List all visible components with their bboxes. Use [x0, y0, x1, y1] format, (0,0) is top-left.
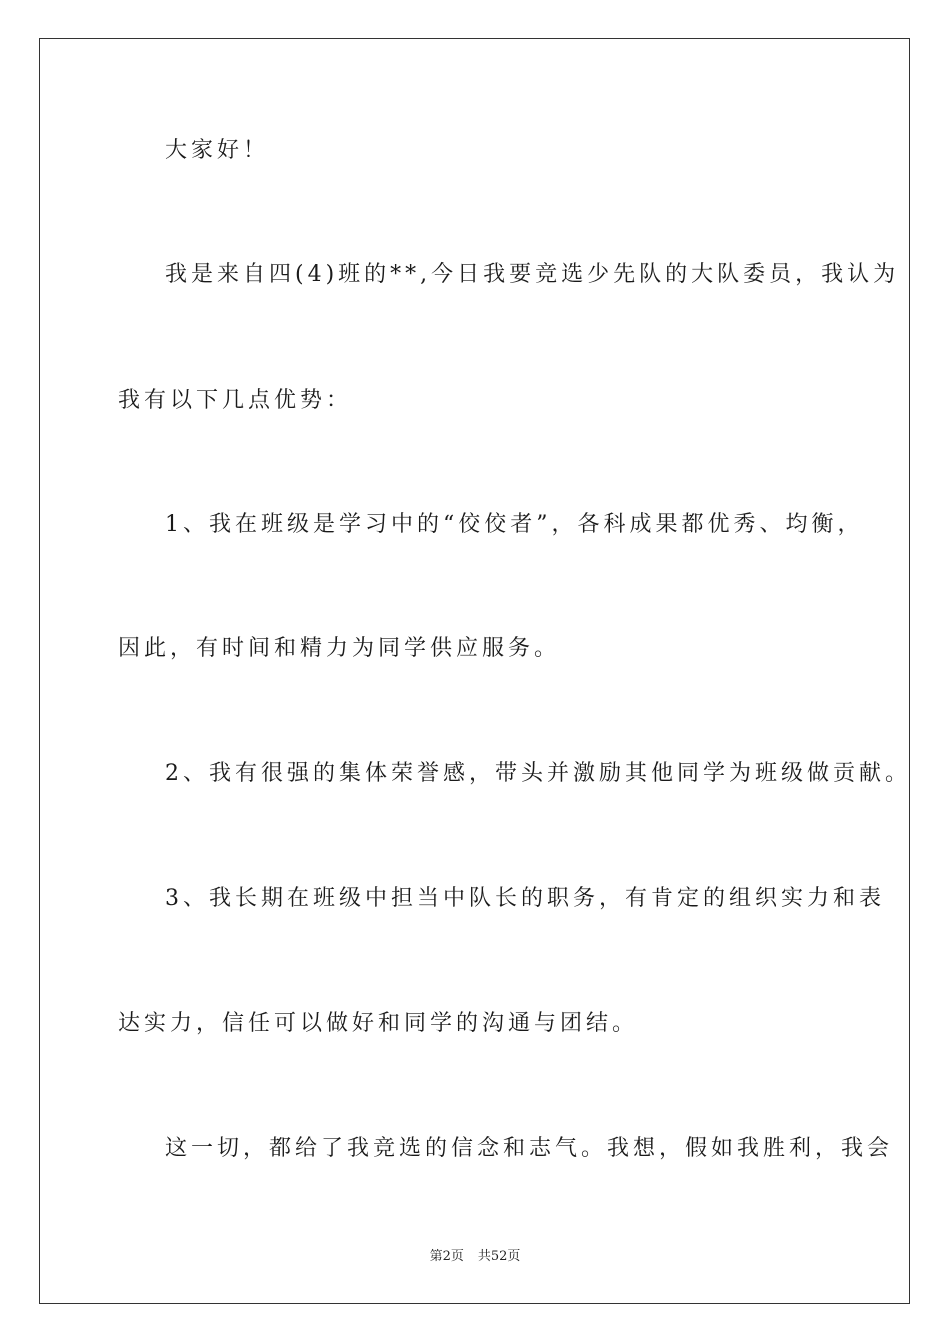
paragraph-line: 1、我在班级是学习中的“佼佼者”，各科成果都优秀、均衡，	[165, 512, 864, 537]
paragraph-line: 我是来自四(4)班的**,今日我要竞选少先队的大队委员，我认为	[165, 262, 900, 287]
paragraph-line: 3、我长期在班级中担当中队长的职务，有肯定的组织实力和表	[165, 886, 885, 911]
paragraph-line: 这一切，都给了我竞选的信念和志气。我想，假如我胜利，我会	[165, 1136, 894, 1161]
paragraph-line: 达实力，信任可以做好和同学的沟通与团结。	[118, 1011, 639, 1036]
paragraph-line: 因此，有时间和精力为同学供应服务。	[118, 636, 561, 661]
page-border	[39, 38, 910, 1304]
paragraph-line: 我有以下几点优势：	[118, 388, 353, 413]
page-number: 第2页	[429, 1249, 464, 1264]
greeting-line: 大家好！	[165, 138, 270, 163]
page-total: 共52页	[477, 1249, 521, 1264]
paragraph-line: 2、我有很强的集体荣誉感，带头并激励其他同学为班级做贡献。	[165, 761, 911, 786]
page-footer	[0, 1248, 950, 1266]
